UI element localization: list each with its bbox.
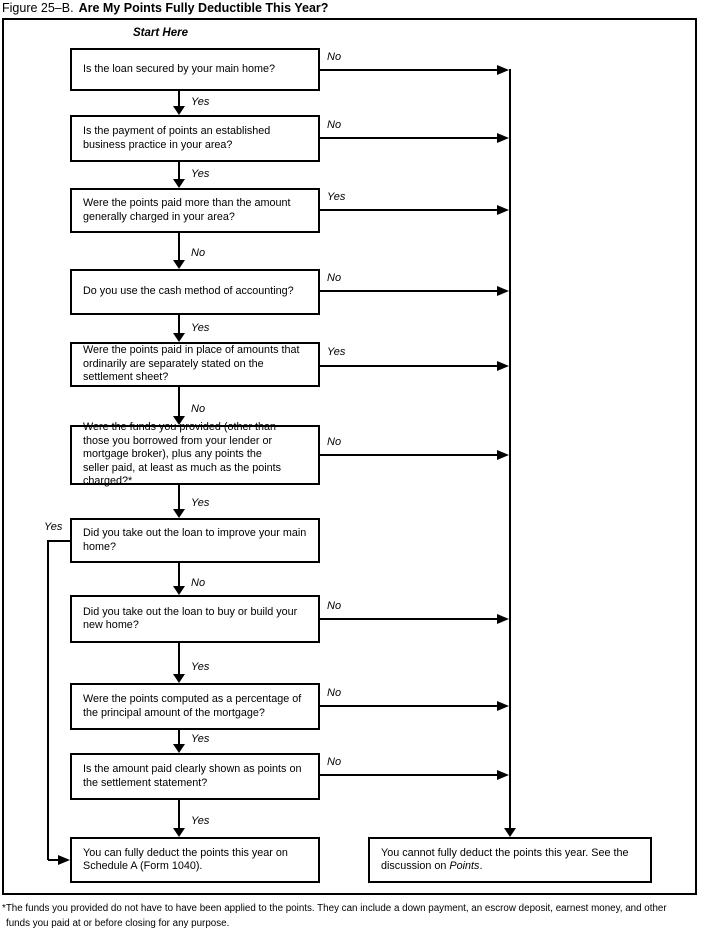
arrow-down-icon (173, 333, 185, 342)
figure-title-text: Are My Points Fully Deductible This Year? (78, 1, 329, 15)
figure-title (2, 1, 328, 15)
branch-label-no: No (191, 577, 206, 589)
branch-line-left-to-outcome (48, 859, 58, 861)
figure-number: Figure 25–B. (2, 1, 74, 15)
branch-line-q2-right (320, 137, 497, 139)
arrow-down-icon (173, 744, 185, 753)
branch-label-yes: Yes (327, 346, 346, 358)
question-box-10 (70, 753, 320, 800)
branch-line-q4-right (320, 290, 497, 292)
arrow-right-icon (497, 701, 509, 711)
footnote-line-1: *The funds you provided do not have to have been applied to the points. They can include a down payment, an escrow deposit, earnest money, and other (2, 903, 667, 914)
arrow-down-icon (173, 586, 185, 595)
arrow-right-icon (497, 205, 509, 215)
arrow-down-icon (173, 828, 185, 837)
branch-line-q7-left (48, 540, 70, 542)
branch-label-no: No (327, 436, 342, 448)
arrow-down-icon (173, 260, 185, 269)
question-text: Did you take out the loan to buy or build your new home? (83, 605, 298, 631)
branch-label-no: No (327, 687, 342, 699)
question-text: Were the points paid in place of amounts that ordinarily are separately stated on the settlement sheet? (83, 344, 300, 384)
connector-line-q4-q5 (178, 315, 180, 333)
connector-line-q6-q7 (178, 485, 180, 509)
branch-label-yes: Yes (191, 815, 210, 827)
branch-label-no: No (327, 600, 342, 612)
connector-line-q9-q10 (178, 730, 180, 744)
connector-line-q2-q3 (178, 162, 180, 179)
branch-line-q9-right (320, 705, 497, 707)
outcome-text (381, 847, 642, 874)
connector-line-q3-q4 (178, 233, 180, 260)
arrow-down-icon (173, 179, 185, 188)
question-box-4 (70, 269, 320, 315)
branch-label-no: No (327, 272, 342, 284)
footnote-line-2: funds you paid at or before closing for any purpose. (6, 918, 230, 929)
branch-line-q8-right (320, 618, 497, 620)
branch-label-yes: Yes (44, 521, 63, 533)
arrow-right-icon (497, 133, 509, 143)
arrow-right-icon (497, 770, 509, 780)
question-text: Is the amount paid clearly shown as points on the settlement statement? (83, 763, 302, 789)
question-box-9 (70, 683, 320, 730)
branch-label-yes: Yes (191, 497, 210, 509)
branch-line-q1-right (320, 69, 497, 71)
outcome-text: You can fully deduct the points this year on Schedule A (Form 1040). (83, 846, 288, 872)
question-box-5 (70, 342, 320, 387)
arrow-right-icon (58, 855, 70, 865)
branch-label-no: No (191, 403, 206, 415)
question-box-7 (70, 518, 320, 563)
arrow-down-icon (173, 509, 185, 518)
outcome-box-deductible (70, 837, 320, 883)
question-text: Is the loan secured by your main home? (83, 62, 276, 75)
arrow-down-icon (173, 674, 185, 683)
branch-line-q10-right (320, 774, 497, 776)
branch-label-yes: Yes (191, 733, 210, 745)
branch-label-no: No (327, 119, 342, 131)
question-box-8 (70, 595, 320, 643)
footnote (2, 901, 719, 931)
branch-line-q5-right (320, 365, 497, 367)
arrow-right-icon (497, 286, 509, 296)
connector-line-q8-q9 (178, 643, 180, 674)
arrow-down-icon (173, 106, 185, 115)
branch-label-yes: Yes (191, 96, 210, 108)
question-box-3 (70, 188, 320, 233)
question-text: Is the payment of points an established business practice in your area? (83, 125, 271, 151)
branch-label-no: No (327, 756, 342, 768)
outcome-text-italic: Points (449, 860, 480, 872)
branch-label-no: No (327, 51, 342, 63)
branch-label-yes: Yes (191, 168, 210, 180)
question-box-6 (70, 421, 320, 488)
question-text: Were the funds you provided (other than those you borrowed from your lender or mortgage broker), plus any points the seller paid, at least as much as the points charged?* (83, 421, 282, 488)
start-here-label: Start Here (133, 27, 188, 39)
connector-line-q5-q6 (178, 387, 180, 416)
arrow-down-icon (504, 828, 516, 837)
arrow-right-icon (497, 361, 509, 371)
branch-label-yes: Yes (327, 191, 346, 203)
collector-line-right (509, 69, 511, 828)
question-text: Do you use the cash method of accounting? (83, 285, 294, 298)
question-text: Were the points computed as a percentage of the principal amount of the mortgage? (83, 693, 302, 719)
arrow-right-icon (497, 450, 509, 460)
branch-label-yes: Yes (191, 661, 210, 673)
outcome-text-part: . (479, 860, 483, 872)
arrow-right-icon (497, 65, 509, 75)
outcome-text-part: You cannot fully deduct the points this year. See the discussion on (381, 846, 629, 872)
branch-label-yes: Yes (191, 322, 210, 334)
branch-label-no: No (191, 247, 206, 259)
connector-line-q10-outcome (178, 800, 180, 828)
branch-line-q6-right (320, 454, 497, 456)
question-box-2 (70, 115, 320, 162)
connector-line-q1-q2 (178, 91, 180, 106)
question-text: Were the points paid more than the amount generally charged in your area? (83, 197, 291, 223)
collector-line-left (47, 540, 49, 860)
arrow-down-icon (173, 416, 185, 425)
question-box-1 (70, 48, 320, 91)
question-text: Did you take out the loan to improve your main home? (83, 527, 307, 553)
outcome-box-not-deductible (368, 837, 652, 883)
arrow-right-icon (497, 614, 509, 624)
connector-line-q7-q8 (178, 563, 180, 586)
branch-line-q3-right (320, 209, 497, 211)
